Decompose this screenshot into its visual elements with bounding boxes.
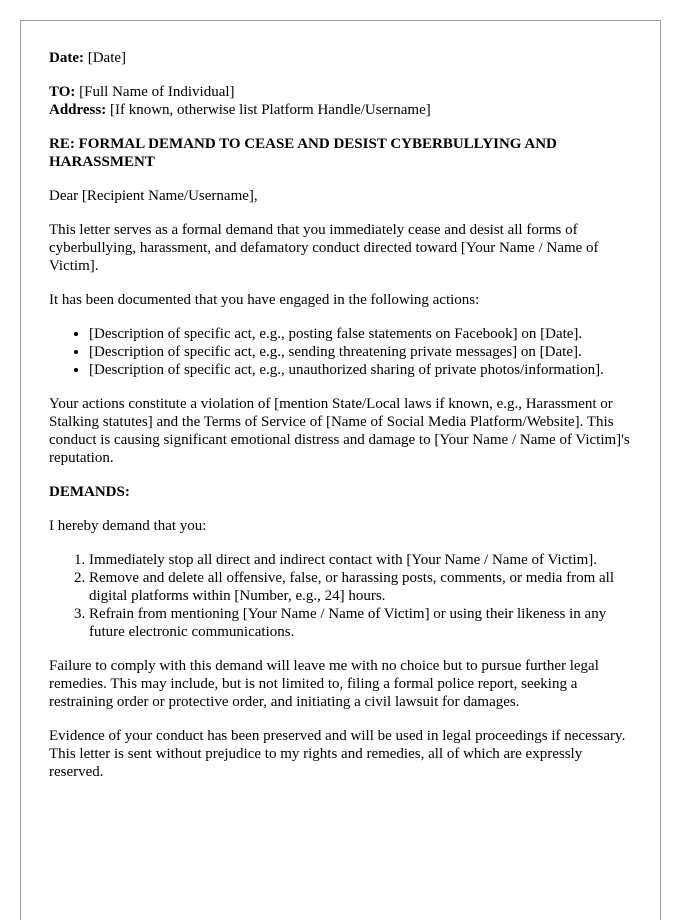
intro-paragraph: This letter serves as a formal demand that you immediately cease and desist all forms of cyberbullying, harassment, and defamatory conduct directed toward [Your Name / Name of Victim]. (49, 222, 599, 274)
failure-paragraph: Failure to comply with this demand will leave me with no choice but to pursue further legal remedies. This may include, but is not limited to, filing a formal police report, seeking a restraining order or protective order, and initiating a civil lawsuit for damages. (49, 658, 599, 710)
violation-paragraph: Your actions constitute a violation of [mention State/Local laws if known, e.g., Harassment or Stalking statutes] and the Terms of Service of [Name of Social Media Platform/Website]. This conduct is causing significant emotional distress and damage to [Your Name / Name of Victim]'s reputation. (49, 396, 630, 466)
address-label: Address: (49, 102, 107, 118)
date-line (49, 49, 632, 67)
letter-page (20, 20, 661, 920)
documented-intro: It has been documented that you have engaged in the following actions: (49, 292, 480, 308)
address-value: [If known, otherwise list Platform Handle/Username] (106, 102, 431, 118)
date-value: [Date] (83, 50, 127, 66)
salutation: Dear [Recipient Name/Username], (49, 188, 258, 204)
list-item: • [Description of specific act, e.g., unauthorized sharing of private photos/information]. (89, 361, 632, 379)
list-item: 1. Immediately stop all direct and indirect contact with [Your Name / Name of Victim]. (89, 551, 632, 569)
list-item: 2. Remove and delete all offensive, false, or harassing posts, comments, or media from all digital platforms within [Number, e.g., 24] hours. (89, 569, 632, 605)
list-item: 3. Refrain from mentioning [Your Name / Name of Victim] or using their likeness in any future electronic communications. (89, 605, 632, 641)
to-line (49, 83, 632, 101)
list-item: • [Description of specific act, e.g., sending threatening private messages] on [Date]. (89, 343, 632, 361)
subject-line: RE: FORMAL DEMAND TO CEASE AND DESIST CYBERBULLYING AND HARASSMENT (49, 136, 557, 170)
actions-list (49, 325, 632, 379)
to-value: [Full Name of Individual] (75, 84, 235, 100)
to-label: TO: (49, 84, 76, 100)
demands-intro: I hereby demand that you: (49, 518, 207, 534)
evidence-paragraph: Evidence of your conduct has been preserved and will be used in legal proceedings if necessary. This letter is sent without prejudice to my rights and remedies, all of which are expressly reserved. (49, 728, 626, 780)
address-line (49, 101, 632, 119)
demands-heading: DEMANDS: (49, 484, 130, 500)
date-label: Date: (49, 50, 84, 66)
demands-list (49, 551, 632, 641)
list-item: • [Description of specific act, e.g., posting false statements on Facebook] on [Date]. (89, 325, 632, 343)
